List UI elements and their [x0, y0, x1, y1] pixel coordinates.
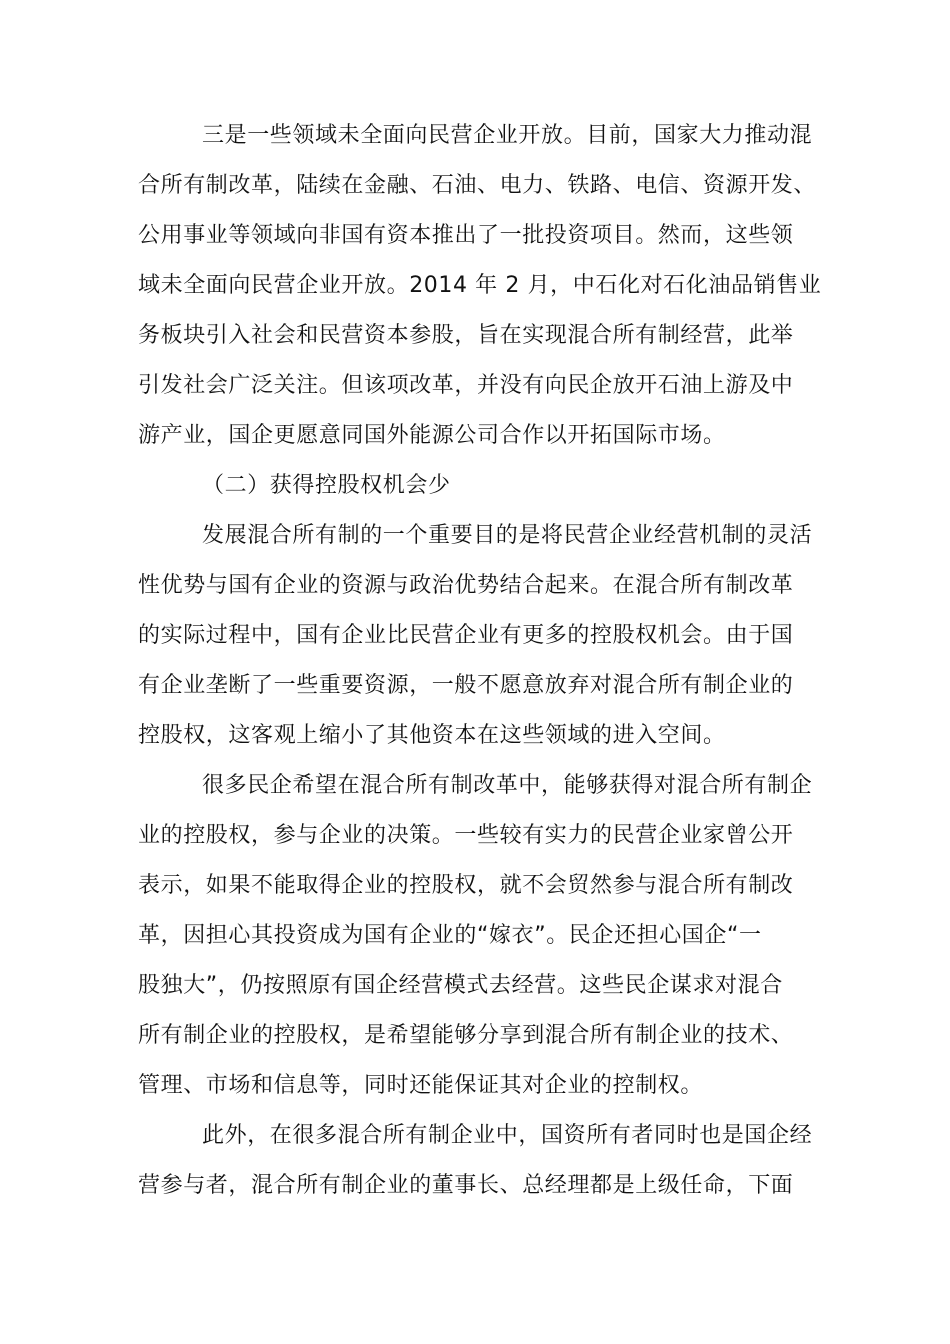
paragraph-line: 性优势与国有企业的资源与政治优势结合起来。在混合所有制改革 [138, 573, 794, 598]
paragraph-line: 务板块引入社会和民营资本参股，旨在实现混合所有制经营，此举 [138, 323, 794, 348]
paragraph-line: 域未全面向民营企业开放。2014 年 2 月，中石化对石化油品销售业 [138, 273, 822, 298]
paragraph-line: 有企业垄断了一些重要资源，一般不愿意放弃对混合所有制企业的 [138, 673, 794, 698]
paragraph-line: 股独大”，仍按照原有国企经营模式去经营。这些民企谋求对混合 [138, 973, 783, 998]
paragraph-line: 所有制企业的控股权，是希望能够分享到混合所有制企业的技术、 [138, 1023, 794, 1048]
paragraph-line: 业的控股权，参与企业的决策。一些较有实力的民营企业家曾公开 [138, 823, 794, 848]
paragraph-line: 很多民企希望在混合所有制改革中，能够获得对混合所有制企 [202, 773, 813, 798]
paragraph-line: 此外，在很多混合所有制企业中，国资所有者同时也是国企经 [202, 1123, 813, 1148]
paragraph-line: 的实际过程中，国有企业比民营企业有更多的控股权机会。由于国 [138, 623, 794, 648]
paragraph-line: 管理、市场和信息等，同时还能保证其对企业的控制权。 [138, 1073, 704, 1098]
paragraph-line: 游产业，国企更愿意同国外能源公司合作以开拓国际市场。 [138, 423, 726, 448]
paragraph-line: 营参与者，混合所有制企业的董事长、总经理都是上级任命，下面 [138, 1173, 794, 1198]
paragraph-line: 表示，如果不能取得企业的控股权，就不会贸然参与混合所有制改 [138, 873, 794, 898]
paragraph-line: 三是一些领域未全面向民营企业开放。目前，国家大力推动混 [202, 123, 813, 148]
section-heading: （二）获得控股权机会少 [202, 473, 451, 498]
paragraph-line: 发展混合所有制的一个重要目的是将民营企业经营机制的灵活 [202, 523, 813, 548]
paragraph-line: 公用事业等领域向非国有资本推出了一批投资项目。然而，这些领 [138, 223, 794, 248]
paragraph-line: 引发社会广泛关注。但该项改革，并没有向民企放开石油上游及中 [138, 373, 794, 398]
paragraph-line: 控股权，这客观上缩小了其他资本在这些领域的进入空间。 [138, 723, 726, 748]
paragraph-line: 合所有制改革，陆续在金融、石油、电力、铁路、电信、资源开发、 [138, 173, 817, 198]
paragraph-line: 革，因担心其投资成为国有企业的“嫁衣”。民企还担心国企“一 [138, 923, 762, 948]
